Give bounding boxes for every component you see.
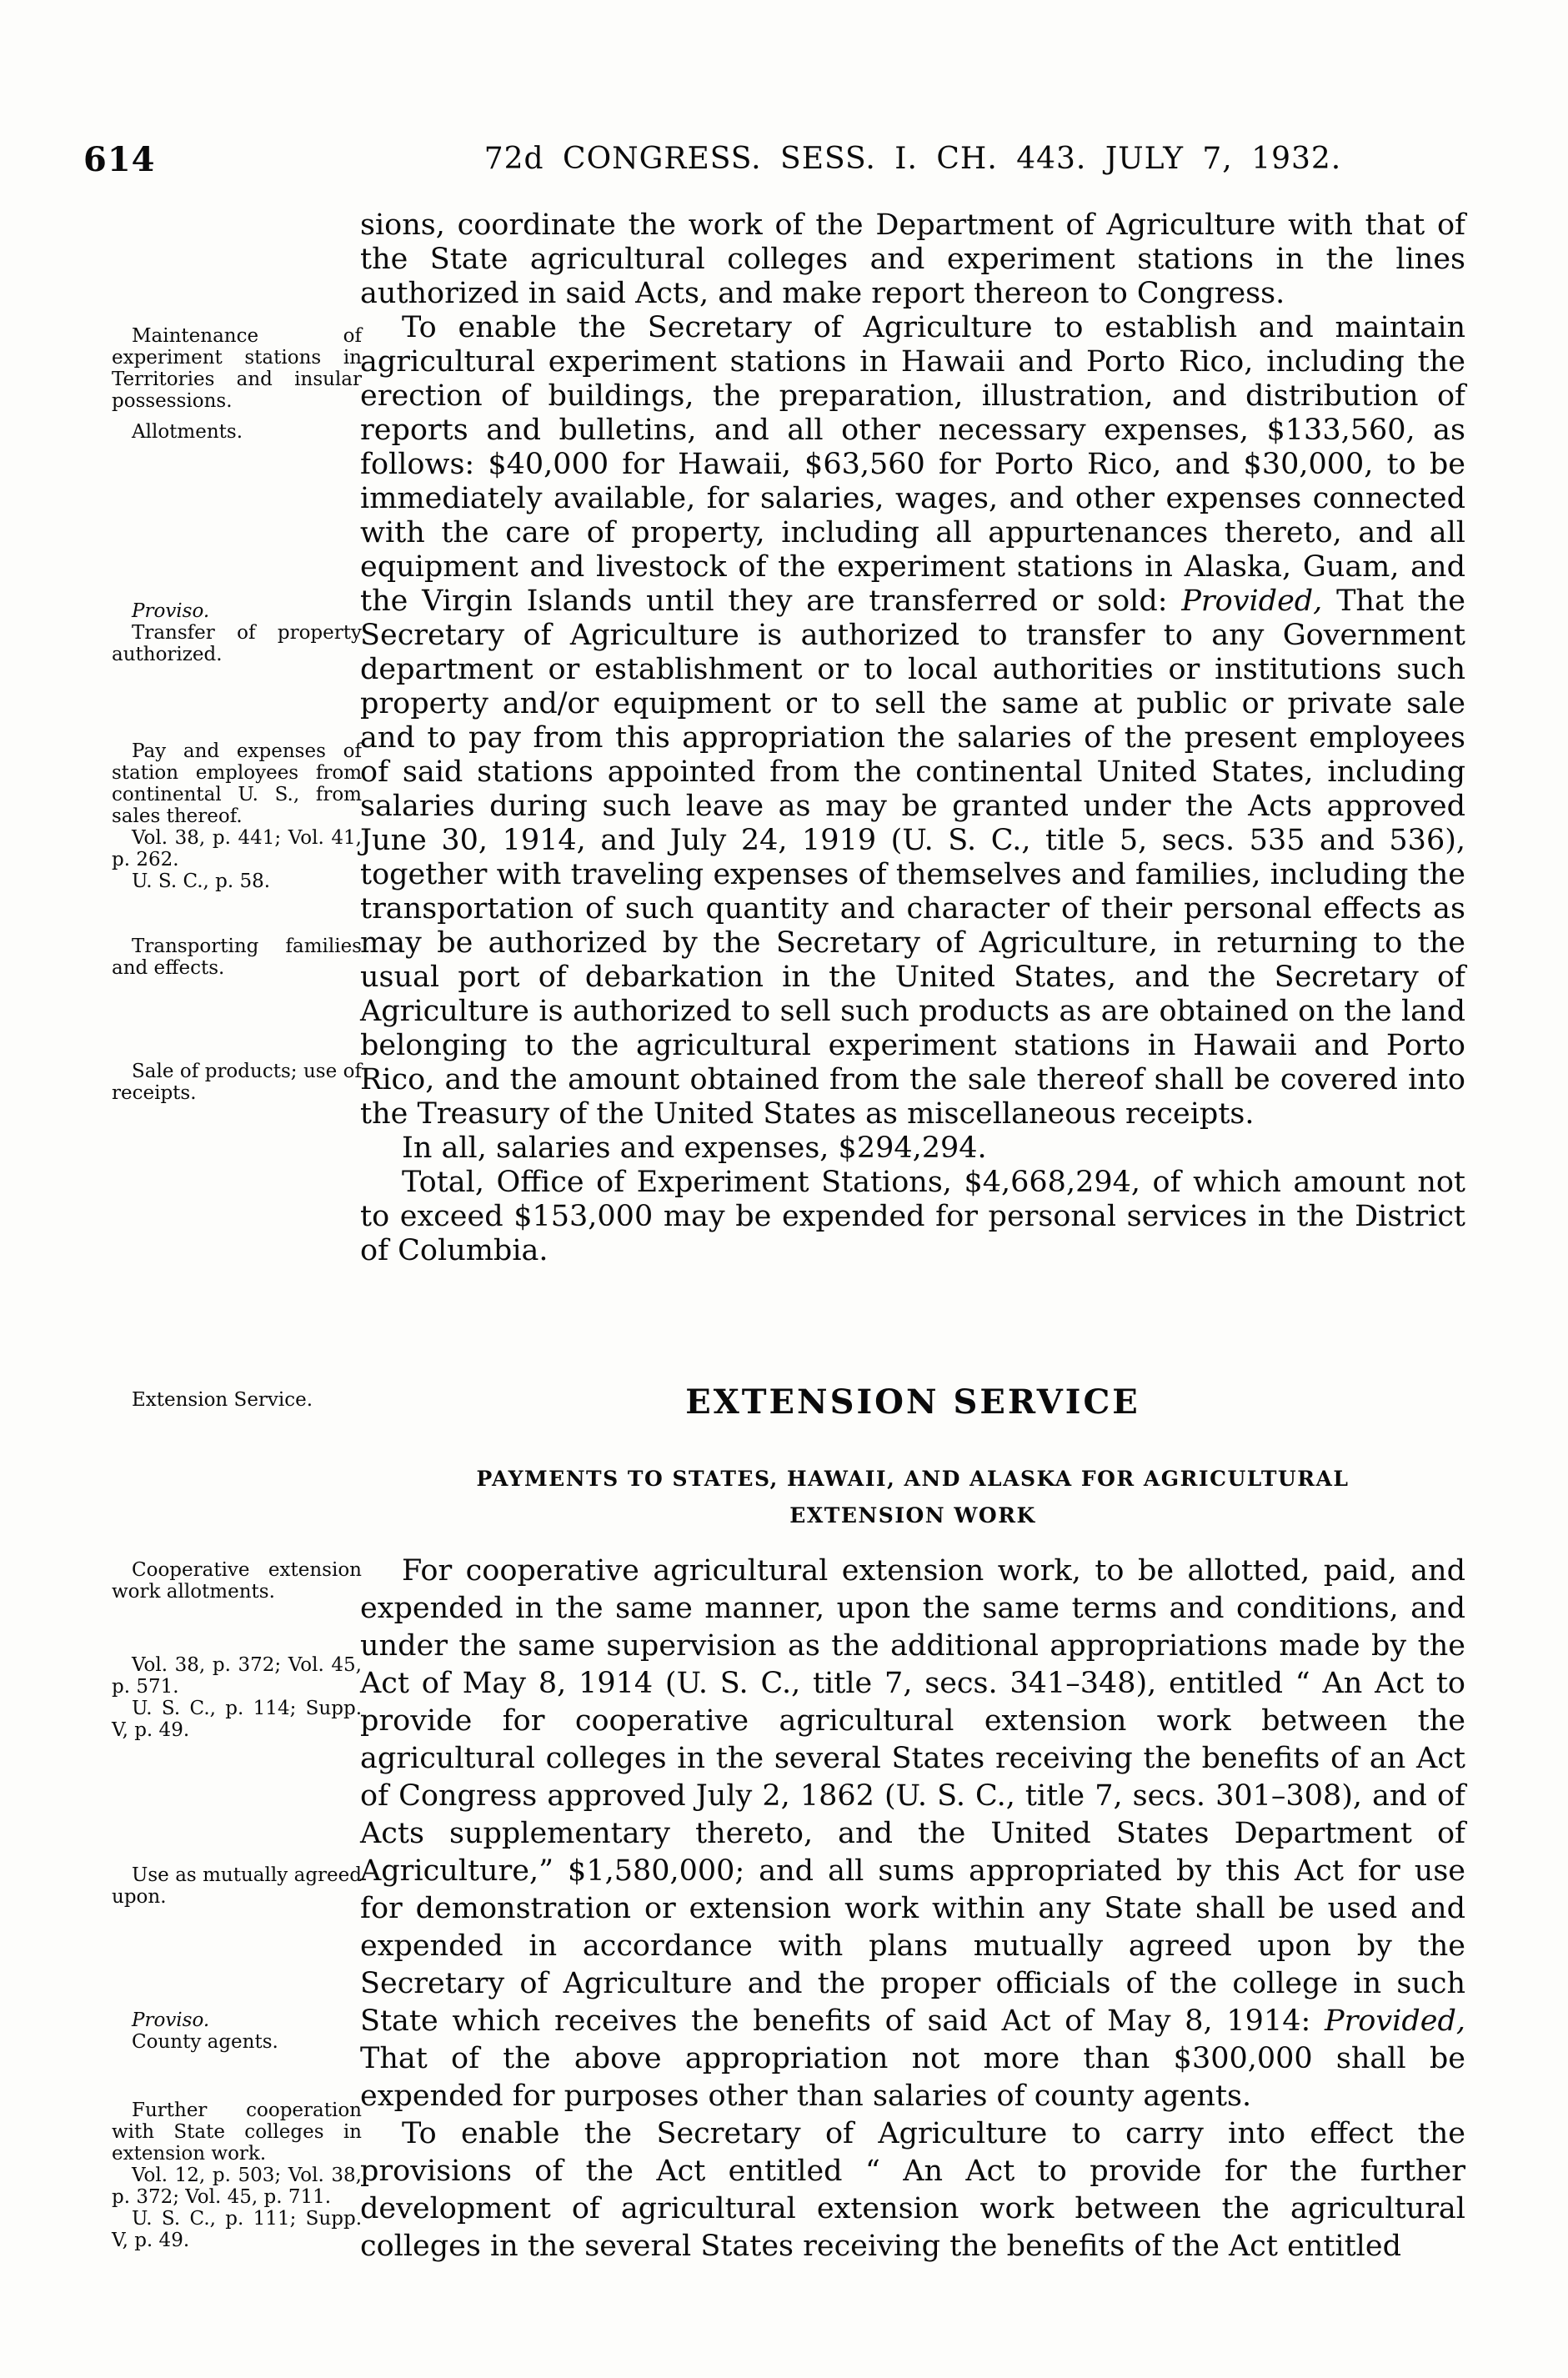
provided-italic: Provided, (1181, 584, 1323, 618)
paragraph-hawaii-porto-rico (360, 311, 1465, 1131)
margin-note-text: Further cooperation with State colleges in extension work. (112, 2100, 362, 2165)
margin-note-text: Pay and expenses of station employees from continental U. S., from sales thereof. (112, 740, 362, 827)
margin-note-text: Allotments. (132, 421, 243, 443)
paragraph-text: For cooperative agricultural extension work, to be allotted, paid, and expended in the same manner, upon the same terms and conditions, and under the same supervision as the additional appropriations made by the Act of May 8, 1914 (U. S. C., title 7, secs. 341–348), entitled “ An Act to provide for cooperative agricultural extension work between the agricultural colleges in the several States receiving the benefits of an Act of Congress approved July 2, 1862 (U. S. C., title 7, secs. 301–308), and of Acts supplementary thereto, and the United States Department of Agriculture,” $1,580,000; and all sums appropriated by this Act for use for demonstration or extension work within any State shall be used and expended in accordance with plans mutually agreed upon by the Secretary of Agriculture and the proper officials of the college in such State which receives the benefits of said Act of May 8, 1914: (360, 1554, 1465, 2038)
running-header: 72d CONGRESS. SESS. I. CH. 443. JULY 7, 1932. (483, 142, 1342, 176)
citation: U. S. C., p. 114; Supp. V, p. 49. (112, 1698, 362, 1741)
margin-note-proviso-county (112, 2009, 362, 2053)
citation: Vol. 38, p. 441; Vol. 41, p. 262. (112, 827, 362, 870)
body-text-experiment-stations (360, 208, 1465, 1268)
margin-note-sale-products (112, 1061, 362, 1104)
margin-note-transporting (112, 936, 362, 979)
citation: U. S. C., p. 111; Supp. V, p. 49. (112, 2208, 362, 2251)
section-heading-extension-service: EXTENSION SERVICE (685, 1382, 1140, 1422)
paragraph-text: That of the above appropriation not more than $300,000 shall be expended for purposes other than salaries of county agents. (360, 2042, 1465, 2113)
margin-note-proviso-transfer (112, 600, 362, 665)
margin-note-text: County agents. (132, 2031, 278, 2053)
margin-note-further-cooperation (112, 2100, 362, 2251)
margin-note-coop-citations (112, 1654, 362, 1741)
page-number: 614 (83, 140, 156, 179)
margin-note-use-mutually (112, 1864, 362, 1908)
margin-note-text: Maintenance of experiment stations in Territories and insular possessions. (112, 325, 362, 412)
proviso-label: Proviso. (132, 2009, 210, 2031)
margin-note-allotments (112, 421, 362, 443)
provided-italic: Provided, (1325, 2004, 1465, 2038)
margin-note-maintenance (112, 325, 362, 412)
paragraph-total-office: Total, Office of Experiment Stations, $4,668,294, of which amount not to exceed $153,000 may be expended for personal services in the District of Columbia. (360, 1166, 1465, 1267)
margin-note-text: Transporting families and effects. (112, 936, 362, 979)
paragraph-further-development: To enable the Secretary of Agriculture to carry into effect the provisions of the Act entitled “ An Act to provide for the further development of agricultural extension work between the agricultural colleges in the several States receiving the benefits of the Act entitled (360, 2117, 1465, 2263)
paragraph-text: That the Secretary of Agriculture is authorized to transfer to any Government department or establishment or to local authorities or institutions such property and/or equipment or to sell the same at public or private sale and to pay from this appropriation the salaries of the present employees of said stations appointed from the continental United States, including salaries during such leave as may be granted under the Acts approved June 30, 1914, and July 24, 1919 (U. S. C., title 5, secs. 535 and 536), together with traveling expenses of themselves and families, including the transportation of such quantity and character of their personal effects as may be authorized by the Secretary of Agriculture, in returning to the usual port of debarkation in the United States, and the Secretary of Agriculture is authorized to sell such products as are obtained on the land belonging to the agricultural experiment stations in Hawaii and Porto Rico, and the amount obtained from the sale thereof shall be covered into the Treasury of the United States as miscellaneous receipts. (360, 584, 1465, 1131)
subsection-heading-payments: PAYMENTS TO STATES, HAWAII, AND ALASKA FOR AGRICULTURAL EXTENSION WORK (476, 1467, 1350, 1528)
body-text-extension-service (360, 1553, 1465, 2265)
paragraph-in-all-total: In all, salaries and expenses, $294,294. (402, 1131, 987, 1165)
citation: U. S. C., p. 58. (132, 870, 271, 892)
margin-note-pay-expenses (112, 740, 362, 892)
paragraph-text: To enable the Secretary of Agriculture to establish and maintain agricultural experiment stations in Hawaii and Porto Rico, including the erection of buildings, the preparation, illustration, and distribution of reports and bulletins, and all other necessary expenses, $133,560, as follows: $40,000 for Hawaii, $63,560 for Porto Rico, and $30,000, to be immediately available, for salaries, wages, and other expenses connected with the care of property, including all appurtenances thereto, and all equipment and livestock of the experiment stations in Alaska, Guam, and the Virgin Islands until they are transferred or sold: (360, 311, 1465, 618)
margin-note-extension-service (112, 1389, 362, 1411)
citation: Vol. 38, p. 372; Vol. 45, p. 571. (112, 1654, 362, 1698)
paragraph-continuation: sions, coordinate the work of the Department of Agriculture with that of the State agricultural colleges and experiment stations in the lines authorized in said Acts, and make report thereon to Congress. (360, 208, 1465, 310)
margin-note-text: Transfer of property authorized. (112, 622, 362, 665)
proviso-label: Proviso. (132, 600, 210, 622)
margin-note-text: Cooperative extension work allotments. (112, 1559, 362, 1603)
margin-note-text: Sale of products; use of receipts. (112, 1061, 362, 1104)
margin-note-text: Use as mutually agreed upon. (112, 1864, 362, 1908)
paragraph-cooperative-extension (360, 1553, 1465, 2115)
margin-note-text: Extension Service. (132, 1389, 313, 1411)
margin-note-cooperative (112, 1559, 362, 1603)
citation: Vol. 12, p. 503; Vol. 38, p. 372; Vol. 45, p. 711. (112, 2165, 362, 2208)
